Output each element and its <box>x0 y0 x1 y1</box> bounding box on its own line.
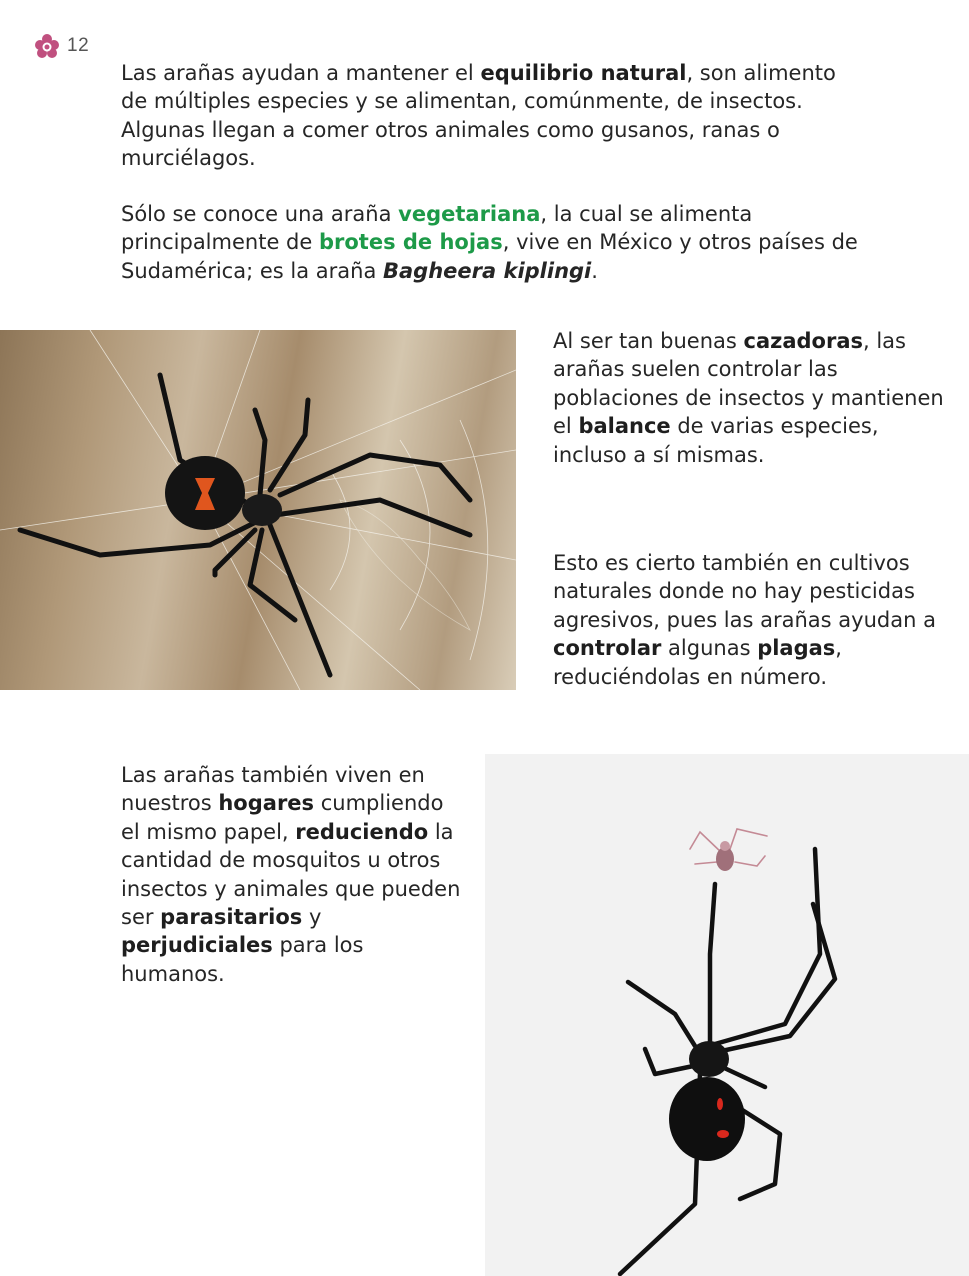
page-number: 12 <box>67 35 90 56</box>
page-header <box>33 32 89 60</box>
paragraph-hogares: Las arañas también viven en nuestros hogares cumpliendo el mismo papel, reduciendo la cantidad de mosquitos u otros insectos y animales que pueden ser parasitarios y perjudiciales para los humanos. <box>121 763 461 986</box>
paragraph-equilibrio: Las arañas ayudan a mantener el equilibrio natural, son alimento de múltiples especies y se alimentan, comúnmente, de insectos. Algunas llegan a comer otros animales como gusanos, ranas o murciélagos. <box>121 61 836 171</box>
paragraph-cultivos: Esto es cierto también en cultivos naturales donde no hay pesticidas agresivos, pues las arañas ayudan a controlar algunas plagas, reduciéndolas en número. <box>553 551 936 689</box>
black-widow-photo <box>485 754 969 1276</box>
flower-icon <box>33 32 61 60</box>
paragraph-vegetariana: Sólo se conoce una araña vegetariana, la cual se alimenta principalmente de brotes de hojas, vive en México y otros países de Sudamérica; es la araña Bagheera kiplingi. <box>121 202 858 283</box>
spider-on-web-photo <box>0 330 516 690</box>
paragraph-cazadoras: Al ser tan buenas cazadoras, las arañas suelen controlar las poblaciones de insectos y mantienen el balance de varias especies, incluso a sí mismas. <box>553 329 944 467</box>
